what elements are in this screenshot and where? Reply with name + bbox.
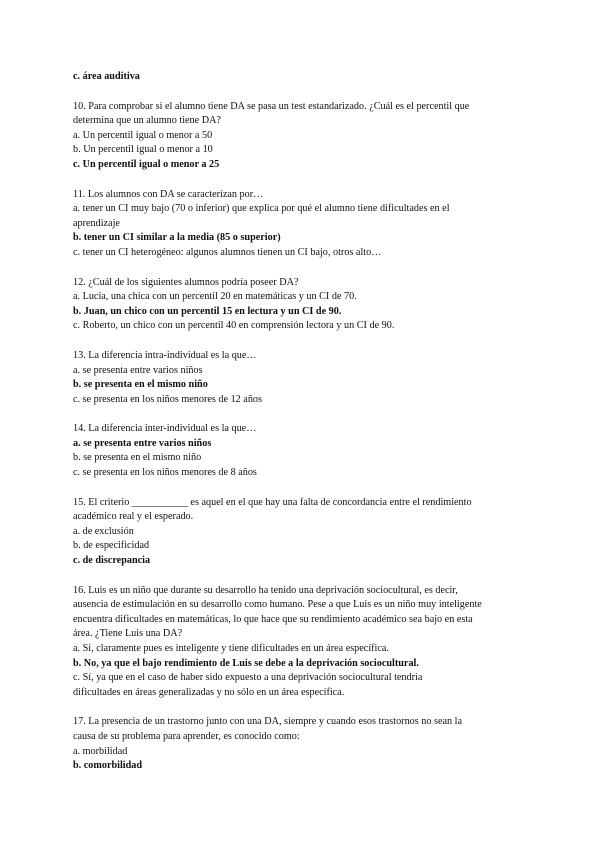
question-gap	[73, 173, 540, 188]
question-stem-line: 14. La diferencia inter-individual es la que…	[73, 423, 257, 435]
question-stem-line: 13. La diferencia intra-individual es la que…	[73, 349, 257, 361]
question-gap	[73, 407, 540, 422]
answer-option: dificultades en áreas generalizadas y no sólo en un área específica.	[73, 686, 345, 698]
answer-option-correct: b. tener un CI similar a la media (85 o superior)	[73, 232, 281, 244]
answer-option-correct: b. Juan, un chico con un percentil 15 en lectura y un CI de 90.	[73, 305, 342, 317]
question-block	[73, 584, 540, 701]
question-block	[73, 100, 540, 173]
answer-option-correct: b. se presenta en el mismo niño	[73, 379, 208, 391]
question-gap	[73, 85, 540, 100]
answer-option: a. tener un CI muy bajo (70 o inferior) que explica por qué el alumno tiene dificultades en el	[73, 203, 450, 215]
answer-option: b. de especificidad	[73, 540, 150, 552]
questions-list	[73, 85, 540, 774]
answer-option: c. se presenta en los niños menores de 8 años	[73, 467, 257, 479]
question-stem-line: determina que un alumno tiene DA?	[73, 115, 221, 127]
answer-option: a. de exclusión	[73, 525, 134, 537]
answer-option: b. se presenta en el mismo niño	[73, 452, 202, 464]
question-block	[73, 422, 540, 480]
question-block	[73, 715, 540, 773]
question-gap	[73, 261, 540, 276]
question-stem-line: 12. ¿Cuál de los siguientes alumnos podría poseer DA?	[73, 276, 299, 288]
question-stem-line: 15. El criterio ___________ es aquel en el que hay una falta de concordancia entre el rendimiento	[73, 496, 472, 508]
answer-option-correct: c. de discrepancia	[73, 555, 151, 567]
answer-option: c. tener un CI heterogéneo: algunos alumnos tienen un CI bajo, otros alto…	[73, 246, 382, 258]
question-gap	[73, 569, 540, 584]
answer-option: aprendizaje	[73, 217, 120, 229]
answer-option: a. Sí, claramente pues es inteligente y tiene dificultades en un área específica.	[73, 643, 389, 654]
question-block	[73, 188, 540, 261]
question-stem-line: 10. Para comprobar si el alumno tiene DA se pasa un test estandarizado. ¿Cuál es el percentil que	[73, 100, 470, 112]
answer-option-correct: c. Un percentil igual o menor a 25	[73, 158, 220, 170]
question-stem-line: 17. La presencia de un trastorno junto con una DA, siempre y cuando esos trastornos no sean la	[73, 716, 463, 728]
question-gap	[73, 481, 540, 496]
question-block	[73, 349, 540, 407]
question-stem-line: 16. Luis es un niño que durante su desarrollo ha tenido una deprivación sociocultural, es decir,	[73, 584, 458, 596]
answer-option: a. Lucía, una chica con un percentil 20 en matemáticas y un CI de 70.	[73, 291, 357, 303]
question-block	[73, 276, 540, 334]
answer-option: c. se presenta en los niños menores de 12 años	[73, 393, 262, 405]
answer-option: a. se presenta entre varios niños	[73, 364, 203, 376]
question-stem-line: académico real y el esperado.	[73, 511, 194, 523]
question-stem-line: ausencia de estimulación en su desarrollo como humano. Pese a que Luis es un niño muy inteligente	[73, 599, 482, 611]
answer-option: a. Un percentil igual o menor a 50	[73, 129, 213, 141]
answer-option-correct: b. comorbilidad	[73, 760, 143, 772]
answer-option: a. morbilidad	[73, 745, 128, 757]
question-stem-line: 11. Los alumnos con DA se caracterizan por…	[73, 188, 264, 200]
question-gap	[73, 334, 540, 349]
answer-option: c. Sí, ya que en el caso de haber sido expuesto a una deprivación sociocultural tendría	[73, 672, 423, 684]
question-stem-line: área. ¿Tiene Luis una DA?	[73, 628, 183, 640]
question-stem-line: causa de su problema para aprender, es conocido como:	[73, 730, 300, 742]
question-stem-line: encuentra dificultades en matemáticas, lo que hace que su rendimiento académico sea bajo en esta	[73, 613, 473, 625]
question-gap	[73, 700, 540, 715]
answer-option-correct: b. No, ya que el bajo rendimiento de Luis se debe a la deprivación sociocultural.	[73, 657, 419, 669]
answer-option: b. Un percentil igual o menor a 10	[73, 144, 213, 156]
question-block	[73, 496, 540, 569]
intro-answer: c. área auditiva	[73, 71, 140, 82]
answer-option: c. Roberto, un chico con un percentil 40 en comprensión lectora y un CI de 90.	[73, 320, 395, 332]
answer-option-correct: a. se presenta entre varios niños	[73, 437, 212, 449]
